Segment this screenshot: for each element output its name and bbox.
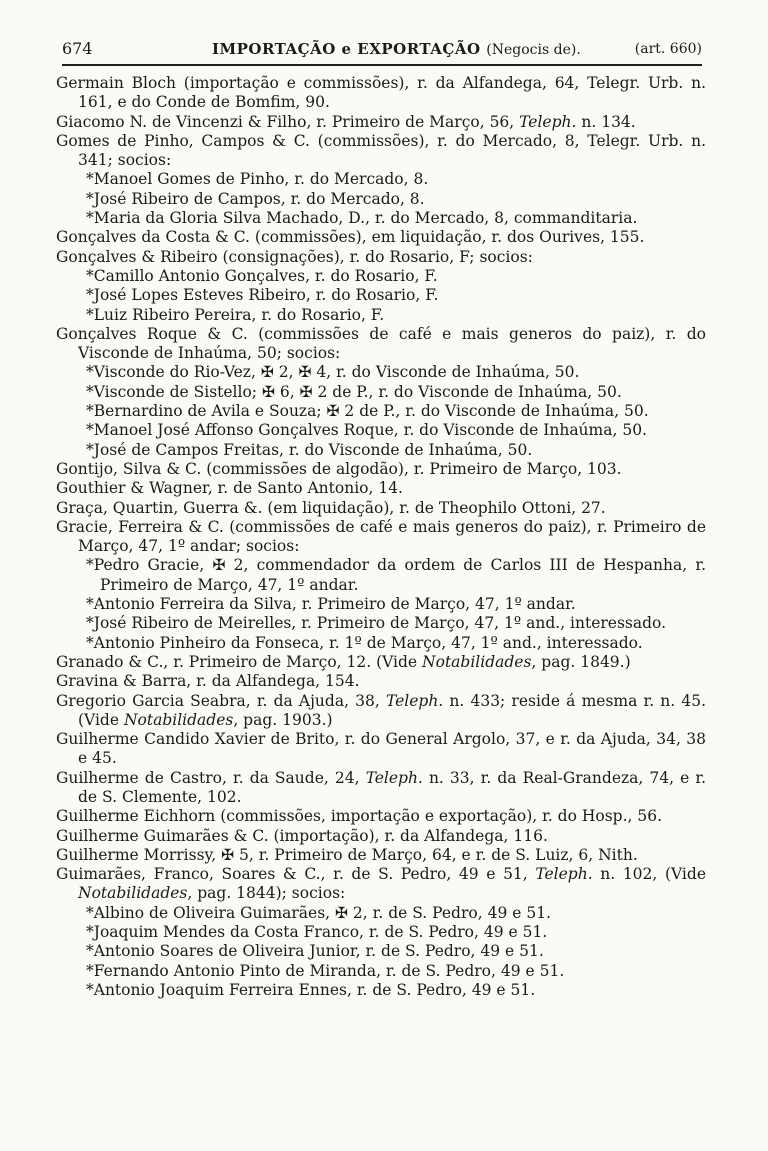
entry-text: *Pedro Gracie, ✠ 2, commendador da ordem de Carlos III de Hespanha, r. Primeiro de Março, 47, 1º andar. <box>86 556 706 594</box>
directory-entry <box>56 132 706 171</box>
partner-entry <box>56 402 706 421</box>
entry-text: Giacomo N. de Vincenzi & Filho, r. Primeiro de Março, 56, <box>56 112 520 131</box>
directory-entry <box>56 74 706 113</box>
partner-entry <box>56 634 706 653</box>
page-header <box>62 30 702 66</box>
page-title-main: IMPORTAÇÃO e EXPORTAÇÃO <box>212 40 481 58</box>
entry-text: *Joaquim Mendes da Costa Franco, r. de S. Pedro, 49 e 51. <box>86 923 548 942</box>
entry-text: Gontijo, Silva & C. (commissões de algodão), r. Primeiro de Março, 103. <box>56 459 622 478</box>
entry-text: Guimarães, Franco, Soares & C., r. de S. Pedro, 49 e 51, <box>56 865 536 884</box>
entry-text: Graça, Quartin, Guerra &. (em liquidação), r. de Theophilo Ottoni, 27. <box>56 498 606 517</box>
entry-text: , pag. 1903.) <box>233 710 333 729</box>
partner-entry <box>56 942 706 961</box>
entry-text: *Camillo Antonio Gonçalves, r. do Rosario, F. <box>86 266 438 285</box>
partner-entry <box>56 383 706 402</box>
directory-entry <box>56 518 706 557</box>
entry-text: Gravina & Barra, r. da Alfandega, 154. <box>56 672 360 691</box>
italic-text: Teleph. <box>535 865 593 884</box>
directory-entry <box>56 769 706 808</box>
page-title <box>212 34 581 65</box>
entry-text: n. 102, (Vide <box>592 865 706 884</box>
entry-text: Guilherme de Castro, r. da Saude, 24, <box>56 768 366 787</box>
entry-text: Gomes de Pinho, Campos & C. (commissões), r. do Mercado, 8, Telegr. Urb. n. 341; socios: <box>56 131 706 170</box>
directory-entry <box>56 653 706 672</box>
article-ref: (art. 660) <box>634 41 702 57</box>
italic-text: Notabilidades <box>78 884 188 903</box>
directory-entry <box>56 672 706 691</box>
partner-entry <box>56 595 706 614</box>
directory-entry <box>56 325 706 364</box>
directory-entry <box>56 807 706 826</box>
partner-entry <box>56 962 706 981</box>
page-title-subtitle: (Negocis de). <box>486 42 581 58</box>
entry-text: *Fernando Antonio Pinto de Miranda, r. de S. Pedro, 49 e 51. <box>86 961 565 980</box>
entry-text: Germain Bloch (importação e commissões), r. da Alfandega, 64, Telegr. Urb. n. 161, e do Conde de Bomfim, 90. <box>56 74 706 112</box>
entry-text: n. 433; reside á mesma r. n. 45. (Vide <box>78 691 706 729</box>
directory-entry <box>56 730 706 769</box>
entry-text: *Maria da Gloria Silva Machado, D., r. do Mercado, 8, commanditaria. <box>86 209 638 228</box>
entry-text: *Albino de Oliveira Guimarães, ✠ 2, r. de S. Pedro, 49 e 51. <box>86 903 551 922</box>
partner-entry <box>56 981 706 1000</box>
entry-text: *Antonio Joaquim Ferreira Ennes, r. de S. Pedro, 49 e 51. <box>86 980 536 999</box>
italic-text: Notabilidades <box>422 652 532 671</box>
entry-text: Gonçalves & Ribeiro (consignações), r. do Rosario, F; socios: <box>56 247 533 266</box>
directory-entry <box>56 827 706 846</box>
partner-entry <box>56 190 706 209</box>
partner-entry <box>56 614 706 633</box>
entry-text: *José Ribeiro de Meirelles, r. Primeiro de Março, 47, 1º and., interessado. <box>86 614 667 633</box>
directory-entry <box>56 228 706 247</box>
entry-text: *José Ribeiro de Campos, r. do Mercado, 8. <box>86 189 425 208</box>
entry-text: *Visconde do Rio-Vez, ✠ 2, ✠ 4, r. do Visconde de Inhaúma, 50. <box>86 363 580 382</box>
entry-text: *Antonio Ferreira da Silva, r. Primeiro de Março, 47, 1º andar. <box>86 595 576 614</box>
directory-entry <box>56 113 706 132</box>
directory-entry <box>56 846 706 865</box>
entry-text: Granado & C., r. Primeiro de Março, 12. (Vide <box>56 652 423 671</box>
entry-text: Gonçalves da Costa & C. (commissões), em liquidação, r. dos Ourives, 155. <box>56 228 645 247</box>
entry-text: *Bernardino de Avila e Souza; ✠ 2 de P., r. do Visconde de Inhaúma, 50. <box>86 402 649 421</box>
partner-entry <box>56 267 706 286</box>
partner-entry <box>56 286 706 305</box>
entry-text: *Antonio Pinheiro da Fonseca, r. 1º de Março, 47, 1º and., interessado. <box>86 633 643 652</box>
entry-text: n. 33, r. da Real-Grandeza, 74, e r. de S. Clemente, 102. <box>78 768 707 806</box>
entry-text: *Luiz Ribeiro Pereira, r. do Rosario, F. <box>86 305 385 324</box>
directory-entry <box>56 479 706 498</box>
partner-entry <box>56 363 706 382</box>
entry-text: Gregorio Garcia Seabra, r. da Ajuda, 38, <box>56 691 386 710</box>
entry-text: , pag. 1849.) <box>531 652 631 671</box>
directory-listing <box>56 74 706 1000</box>
entry-text: Guilherme Candido Xavier de Brito, r. do General Argolo, 37, e r. da Ajuda, 34, 38 e 45. <box>56 730 706 768</box>
italic-text: Notabilidades <box>123 710 234 729</box>
italic-text: Teleph. <box>519 112 577 131</box>
partner-entry <box>56 306 706 325</box>
entry-text: *Manoel José Affonso Gonçalves Roque, r. do Visconde de Inhaúma, 50. <box>86 421 647 440</box>
entry-text: Gracie, Ferreira & C. (commissões de café e mais generos do paiz), r. Primeiro de Março, 47, 1º andar; socios: <box>56 517 706 556</box>
partner-entry <box>56 923 706 942</box>
entry-text: *Visconde de Sistello; ✠ 6, ✠ 2 de P., r. do Visconde de Inhaúma, 50. <box>86 382 622 401</box>
italic-text: Teleph. <box>385 691 444 710</box>
directory-entry <box>56 499 706 518</box>
entry-text: n. 134. <box>576 112 636 131</box>
entry-text: Guilherme Guimarães & C. (importação), r. da Alfandega, 116. <box>56 826 548 845</box>
entry-text: *José Lopes Esteves Ribeiro, r. do Rosario, F. <box>86 286 439 305</box>
entry-text: Guilherme Morrissy, ✠ 5, r. Primeiro de Março, 64, e r. de S. Luiz, 6, Nith. <box>56 845 638 864</box>
partner-entry <box>56 421 706 440</box>
directory-entry <box>56 460 706 479</box>
partner-entry <box>56 170 706 189</box>
partner-entry <box>56 556 706 595</box>
italic-text: Teleph. <box>365 768 423 787</box>
entry-text: *José de Campos Freitas, r. do Visconde de Inhaúma, 50. <box>86 440 533 459</box>
directory-entry <box>56 865 706 904</box>
entry-text: Gouthier & Wagner, r. de Santo Antonio, 14. <box>56 479 403 498</box>
directory-entry <box>56 248 706 267</box>
partner-entry <box>56 441 706 460</box>
page-number: 674 <box>62 39 93 58</box>
entry-text: , pag. 1844); socios: <box>187 884 346 903</box>
partner-entry <box>56 904 706 923</box>
entry-text: Gonçalves Roque & C. (commissões de café e mais generos do paiz), r. do Visconde de Inhaúma, 50; socios: <box>56 324 706 363</box>
entry-text: *Manoel Gomes de Pinho, r. do Mercado, 8. <box>86 170 429 189</box>
entry-text: *Antonio Soares de Oliveira Junior, r. de S. Pedro, 49 e 51. <box>86 942 544 961</box>
entry-text: Guilherme Eichhorn (commissões, importação e exportação), r. do Hosp., 56. <box>56 807 663 826</box>
partner-entry <box>56 209 706 228</box>
directory-entry <box>56 692 706 731</box>
